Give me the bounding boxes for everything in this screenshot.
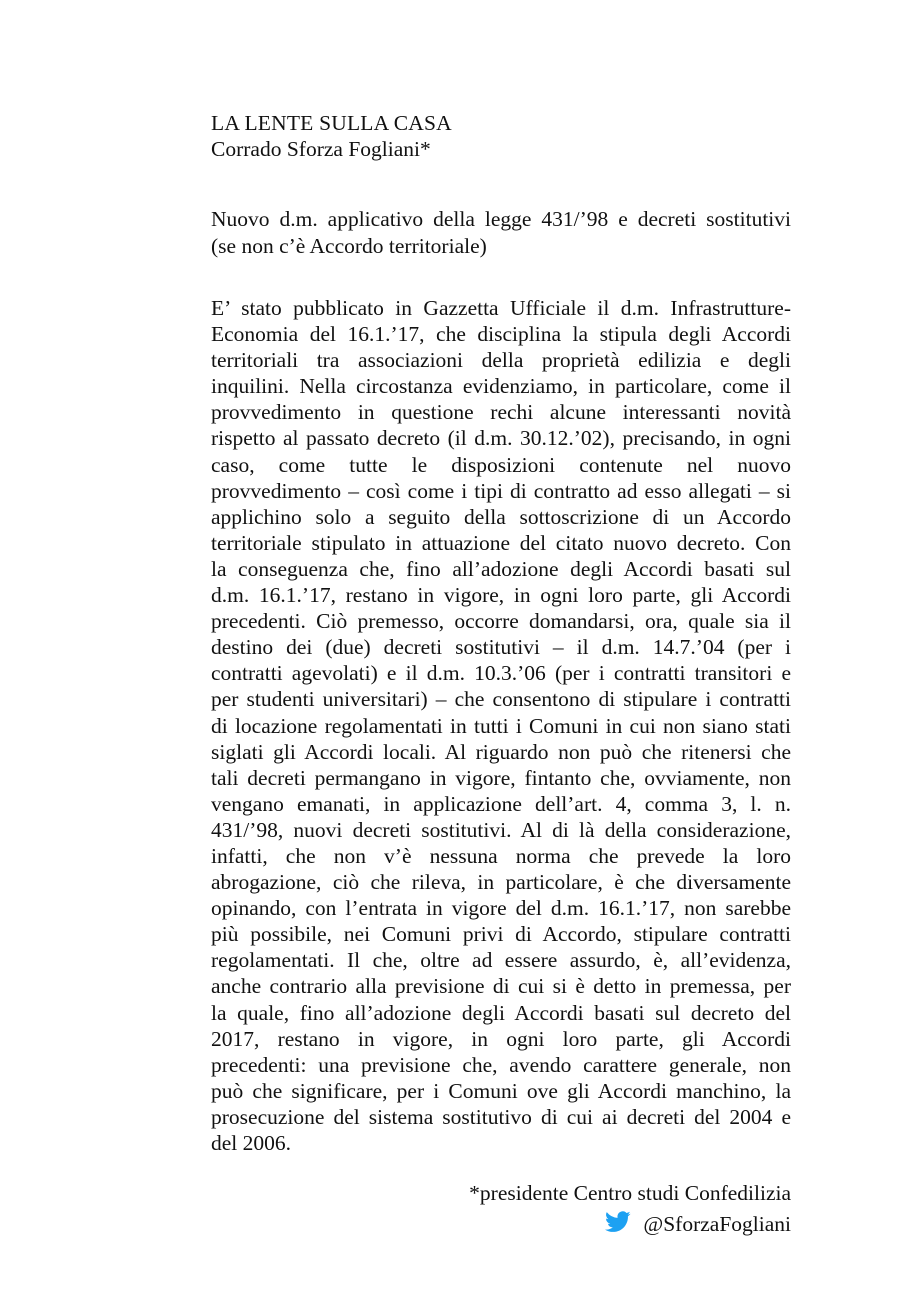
body-line: provvedimento – così come i tipi di contratto ad esso allegati – si	[211, 478, 791, 503]
body-line: E’ stato pubblicato in Gazzetta Ufficiale il d.m. Infrastrutture-	[211, 296, 791, 320]
body-line: destino dei (due) decreti sostitutivi – il d.m. 14.7.’04 (per i	[211, 635, 791, 660]
body-line: territoriali tra associazioni della proprietà edilizia e degli	[211, 348, 791, 373]
body-line: regolamentati. Il che, oltre ad essere assurdo, è, all’evidenza,	[211, 948, 791, 973]
body-line: provvedimento in questione rechi alcune interessanti novità	[211, 400, 791, 425]
body-line: Economia del 16.1.’17, che disciplina la stipula degli Accordi	[211, 322, 791, 347]
body-line: abrogazione, ciò che rileva, in particolare, è che diversamente	[211, 870, 791, 895]
article-headline	[211, 206, 791, 260]
body-line: può che significare, per i Comuni ove gli Accordi manchino, la	[211, 1078, 791, 1103]
body-line: tali decreti permangano in vigore, fintanto che, ovviamente, non	[211, 765, 791, 790]
masthead	[211, 110, 791, 162]
body-line: inquilini. Nella circostanza evidenziamo, in particolare, come il	[211, 374, 791, 399]
column-title: LA LENTE SULLA CASA	[211, 111, 452, 135]
body-line: la quale, fino all’adozione degli Accordi basati sul decreto del	[211, 1000, 791, 1025]
signature-handle-row	[211, 1209, 791, 1239]
body-line: prosecuzione del sistema sostitutivo di cui ai decreti del 2004 e	[211, 1104, 791, 1129]
body-line: infatti, che non v’è nessuna norma che prevede la loro	[211, 843, 791, 868]
body-line: più possibile, nei Comuni privi di Accordo, stipulare contratti	[211, 922, 791, 947]
document-content	[211, 110, 791, 1239]
signature-handle-text: @SforzaFogliani	[643, 1212, 791, 1237]
body-line: anche contrario alla previsione di cui si è detto in premessa, per	[211, 974, 791, 999]
headline-line-1: Nuovo d.m. applicativo della legge 431/’98 e decreti sostitutivi	[211, 207, 791, 231]
signature-role: *presidente Centro studi Confedilizia	[469, 1181, 791, 1206]
signature-block	[211, 1178, 791, 1239]
body-line: del 2006.	[211, 1131, 292, 1155]
body-line: di locazione regolamentati in tutti i Comuni in cui non siano stati	[211, 713, 791, 738]
body-line: la conseguenza che, fino all’adozione degli Accordi basati sul	[211, 556, 791, 581]
body-line: caso, come tutte le disposizioni contenute nel nuovo	[211, 452, 791, 477]
body-line: opinando, con l’entrata in vigore del d.m. 16.1.’17, non sarebbe	[211, 896, 791, 921]
body-line: d.m. 16.1.’17, restano in vigore, in ogni loro parte, gli Accordi	[211, 583, 791, 608]
body-line: per studenti universitari) – che consentono di stipulare i contratti	[211, 687, 791, 712]
body-line: applichino solo a seguito della sottoscrizione di un Accordo	[211, 504, 791, 529]
body-line: vengano emanati, in applicazione dell’art. 4, comma 3, l. n.	[211, 791, 791, 816]
body-line: territoriale stipulato in attuazione del citato nuovo decreto. Con	[211, 530, 791, 555]
body-line: precedenti: una previsione che, avendo carattere generale, non	[211, 1052, 791, 1077]
headline-line-2: (se non c’è Accordo territoriale)	[211, 234, 487, 258]
body-line: rispetto al passato decreto (il d.m. 30.12.’02), precisando, in ogni	[211, 426, 791, 451]
body-line: precedenti. Ciò premesso, occorre domandarsi, ora, quale sia il	[211, 609, 791, 634]
body-line: contratti agevolati) e il d.m. 10.3.’06 (per i contratti transitori e	[211, 661, 791, 686]
body-line: 431/’98, nuovi decreti sostitutivi. Al di là della considerazione,	[211, 817, 791, 842]
body-line: siglati gli Accordi locali. Al riguardo non può che ritenersi che	[211, 739, 791, 764]
twitter-bird-icon	[605, 1211, 631, 1233]
article-body	[211, 295, 791, 1156]
author-byline: Corrado Sforza Fogliani*	[211, 137, 431, 161]
body-line: 2017, restano in vigore, in ogni loro parte, gli Accordi	[211, 1026, 791, 1051]
